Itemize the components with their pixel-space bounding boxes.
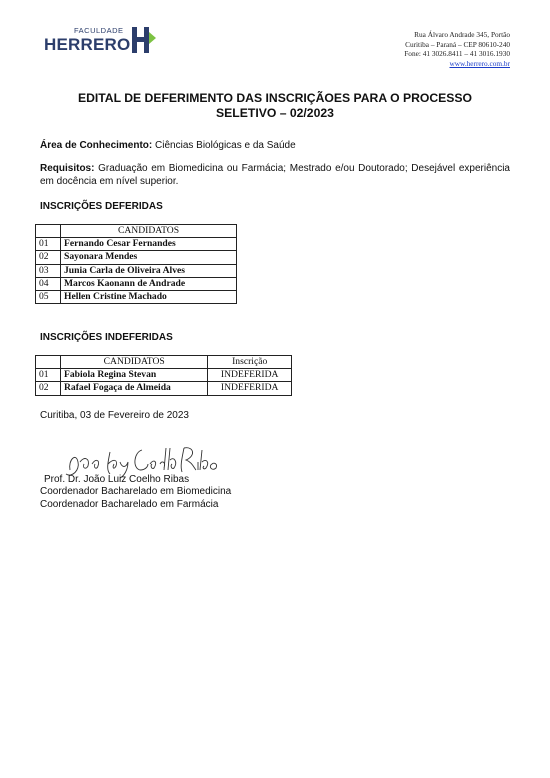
table-header-row [36,356,292,369]
row-number: 03 [36,264,61,277]
signatory-role-2: Coordenador Bacharelado em Farmácia [40,499,219,510]
website-link[interactable]: www.herrero.com.br [449,58,510,68]
candidate-name: Marcos Kaonann de Andrade [61,277,237,290]
logo-h-mark-icon [130,26,158,54]
column-candidatos: CANDIDATOS [61,356,208,369]
address-street: Rua Álvaro Andrade 345, Portão [414,30,510,39]
signatory-name: Prof. Dr. João Luiz Coelho Ribas [44,474,190,485]
row-number: 01 [36,369,61,382]
table-row [36,238,237,251]
logo-big-text: HERRERO [44,35,131,54]
row-number: 02 [36,251,61,264]
deferidas-heading: INSCRIÇÕES DEFERIDAS [40,201,163,212]
signatory-role-1: Coordenador Bacharelado em Biomedicina [40,486,232,497]
candidate-name: Sayonara Mendes [61,251,237,264]
table-row [36,382,292,395]
table-row [36,264,237,277]
inscricao-status: INDEFERIDA [208,369,292,382]
header-num-cell [36,356,61,369]
requisitos-label: Requisitos: [40,163,95,174]
address-city: Curitiba – Paraná – CEP 80610-240 [405,39,510,49]
title-line-1: EDITAL DE DEFERIMENTO DAS INSCRIÇÃOES PARA O PROCESSO [77,91,473,105]
faculdade-herrero-logo [44,26,164,56]
area-conhecimento [40,139,510,152]
candidate-name: Fabiola Regina Stevan [61,369,208,382]
indeferidas-heading: INSCRIÇÕES INDEFERIDAS [40,332,173,343]
deferidas-table [35,224,237,304]
institution-address [404,30,510,68]
table-row [36,251,237,264]
inscricao-status: INDEFERIDA [208,382,292,395]
document-date: Curitiba, 03 de Fevereiro de 2023 [40,410,189,421]
candidate-name: Junia Carla de Oliveira Alves [61,264,237,277]
row-number: 05 [36,290,61,303]
table-row [36,290,237,303]
candidate-name: Hellen Cristine Machado [61,290,237,303]
requisitos-value: Graduação em Biomedicina ou Farmácia; Mestrado e/ou Doutorado; Desejável experiência em docência em nível superior. [40,163,510,187]
candidate-name: Rafael Fogaça de Almeida [61,382,208,395]
title-line-2: SELETIVO – 02/2023 [216,106,334,120]
address-phone: Fone: 41 3026.8411 – 41 3016.1930 [404,49,510,59]
indeferidas-table [35,355,292,396]
area-value: Ciências Biológicas e da Saúde [152,140,296,151]
row-number: 02 [36,382,61,395]
column-inscricao: Inscrição [208,356,292,369]
requisitos [40,162,510,188]
header-num-cell [36,225,61,238]
table-row [36,277,237,290]
row-number: 04 [36,277,61,290]
table-header-row [36,225,237,238]
candidate-name: Fernando Cesar Fernandes [61,238,237,251]
area-label: Área de Conhecimento: [40,140,153,151]
column-candidatos: CANDIDATOS [61,225,237,238]
document-title [40,91,510,121]
logo-small-text: FACULDADE [74,26,124,35]
table-row [36,369,292,382]
row-number: 01 [36,238,61,251]
